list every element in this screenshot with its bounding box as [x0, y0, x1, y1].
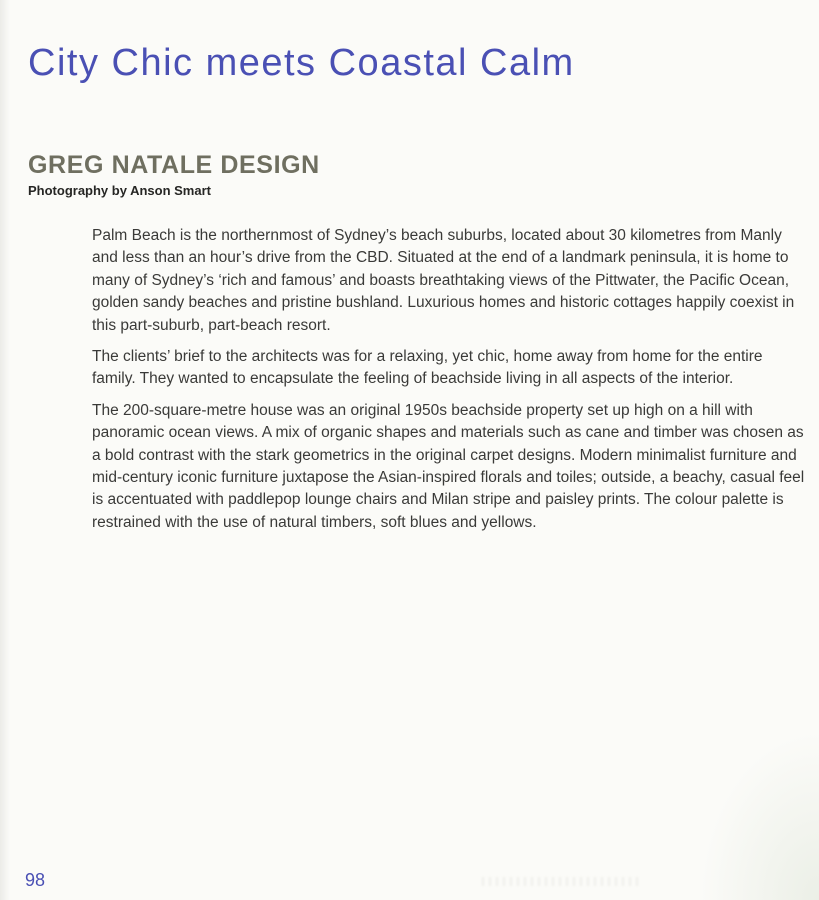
photography-credit: Photography by Anson Smart [28, 183, 211, 198]
page-curl-tint [699, 730, 819, 900]
page-number: 98 [25, 870, 46, 890]
print-bleed-artifact [482, 877, 642, 886]
body-copy [92, 225, 807, 543]
page-title: City Chic meets Coastal Calm [28, 42, 575, 84]
scan-edge-shadow [0, 0, 10, 900]
designer-heading: GREG NATALE DESIGN [28, 151, 320, 179]
paragraph-1: Palm Beach is the northernmost of Sydney’s beach suburbs, located about 30 kilometres from Manly and less than an hour’s drive from the CBD. Situated at the end of a landmark peninsula, it is home to many of Sydney’s ‘rich and famous’ and boasts breathtaking views of the Pittwater, the Pacific Ocean, golden sandy beaches and pristine bushland. Luxurious homes and historic cottages happily coexist in this part-suburb, part-beach resort. [92, 227, 795, 334]
paragraph-3: The 200-square-metre house was an original 1950s beachside property set up high on a hill with panoramic ocean views. A mix of organic shapes and materials such as cane and timber was chosen as a bold contrast with the stark geometrics in the original carpet designs. Modern minimalist furniture and mid-century iconic furniture juxtapose the Asian-inspired florals and toiles; outside, a beachy, casual feel is accentuated with paddlepop lounge chairs and Milan stripe and paisley prints. The colour palette is restrained with the use of natural timbers, soft blues and yellows. [92, 401, 805, 531]
paragraph-2: The clients’ brief to the architects was for a relaxing, yet chic, home away from home for the entire family. They wanted to encapsulate the feeling of beachside living in all aspects of the interior. [92, 348, 763, 388]
